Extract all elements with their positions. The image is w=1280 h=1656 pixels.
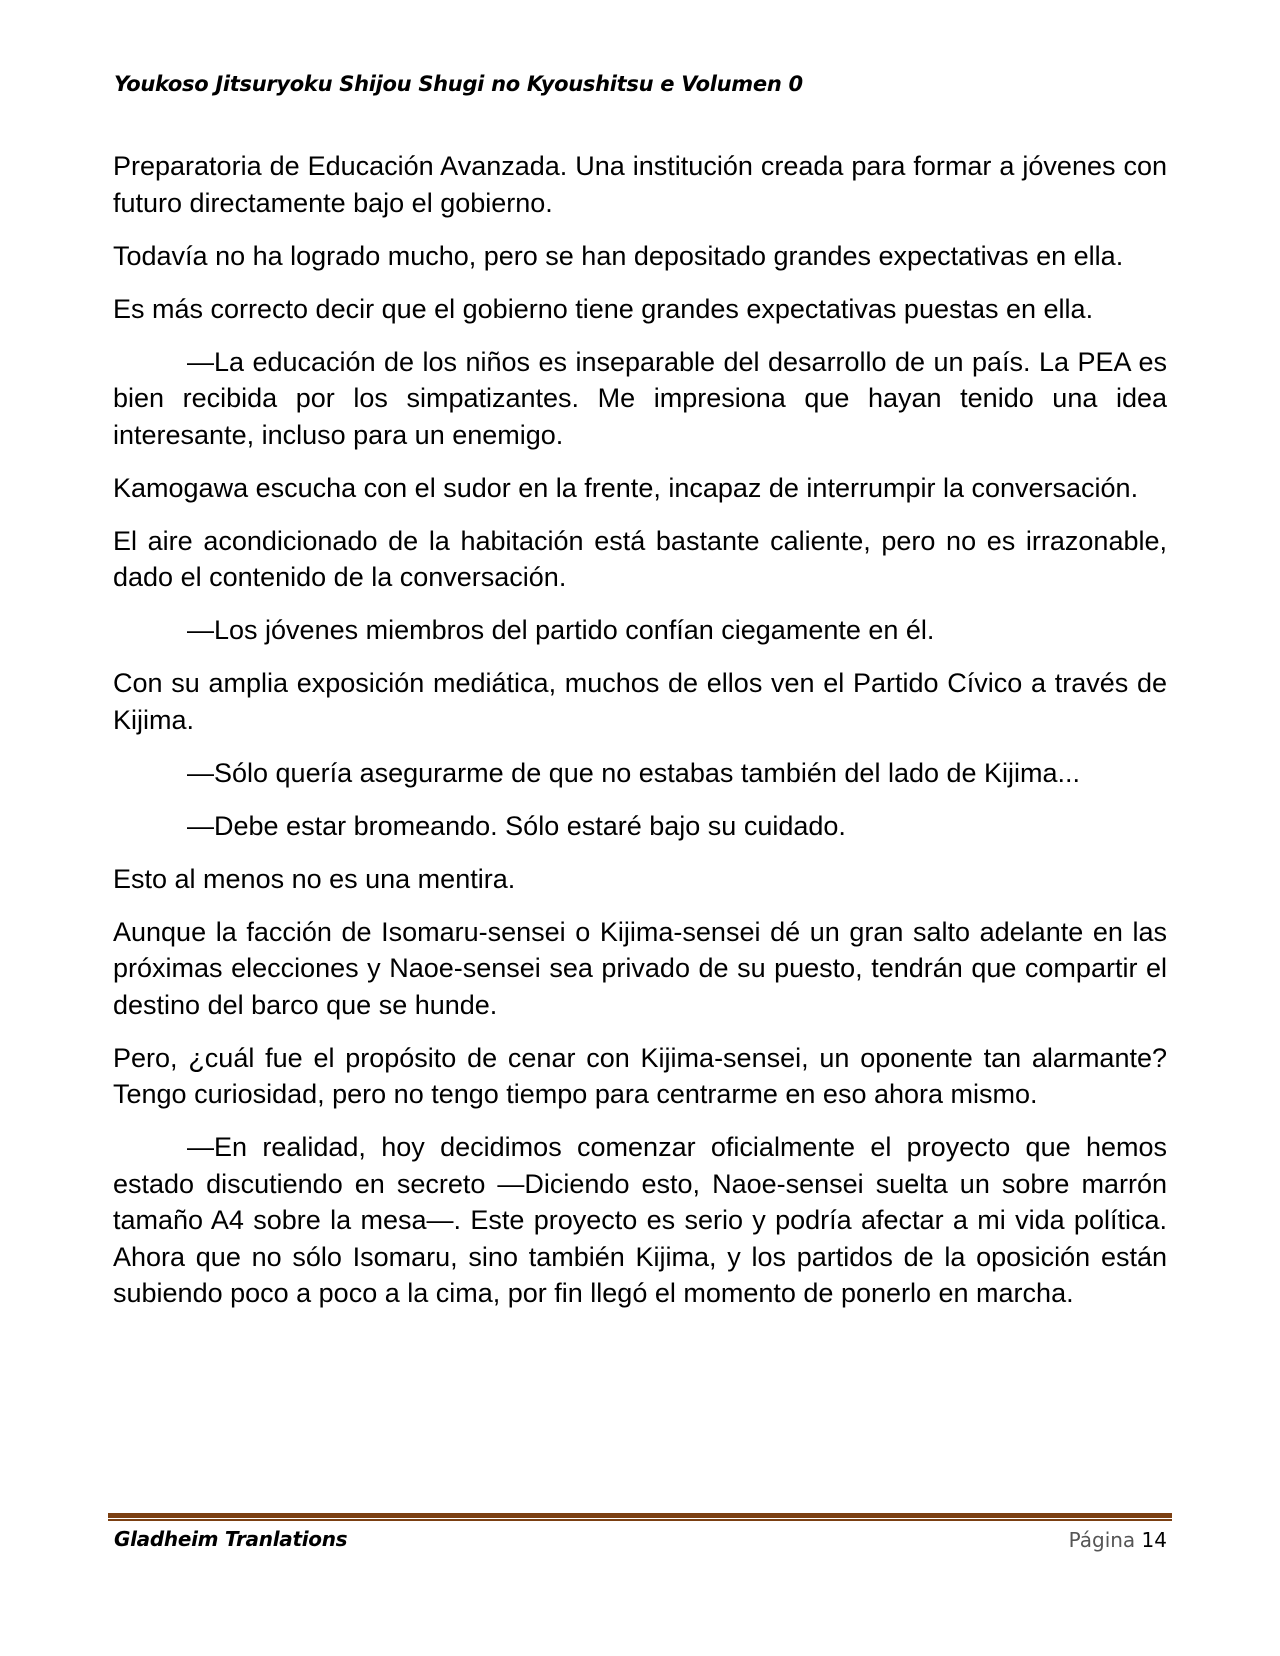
dialog-paragraph: —La educación de los niños es inseparable del desarrollo de un país. La PEA es bien recibida por los simpatizantes. Me impresiona que hayan tenido una idea interesante, incluso para un enemigo. [113,346,1167,450]
paragraph: Es más correcto decir que el gobierno tiene grandes expectativas puestas en ella. [113,293,1094,324]
body-text [113,148,1167,1328]
page-number: 14 [1141,1528,1167,1552]
footer-divider [108,1513,1172,1521]
paragraph: Preparatoria de Educación Avanzada. Una institución creada para formar a jóvenes con futuro directamente bajo el gobierno. [113,151,1167,218]
dialog-paragraph: —Sólo quería asegurarme de que no estabas también del lado de Kijima... [187,757,1081,788]
footer-divider-thick [108,1513,1172,1518]
page-label: Página [1068,1528,1136,1552]
dialog-paragraph: —Debe estar bromeando. Sólo estaré bajo su cuidado. [187,810,846,841]
paragraph: Kamogawa escucha con el sudor en la frente, incapaz de interrumpir la conversación. [113,472,1139,503]
paragraph: El aire acondicionado de la habitación está bastante caliente, pero no es irrazonable, dado el contenido de la conversación. [113,525,1167,592]
page-number-block [1069,1528,1167,1552]
paragraph: Todavía no ha logrado mucho, pero se han depositado grandes expectativas en ella. [113,240,1124,271]
dialog-paragraph: —En realidad, hoy decidimos comenzar oficialmente el proyecto que hemos estado discutiendo en secreto —Diciendo esto, Naoe-sensei suelta un sobre marrón tamaño A4 sobre la mesa—. Este proyecto es serio y podría afectar a mi vida política. Ahora que no sólo Isomaru, sino también Kijima, y los partidos de la oposición están subiendo poco a poco a la cima, por fin llegó el momento de ponerlo en marcha. [113,1132,1167,1308]
paragraph: Aunque la facción de Isomaru-sensei o Kijima-sensei dé un gran salto adelante en las próximas elecciones y Naoe-sensei sea privado de su puesto, tendrán que compartir el destino del barco que se hunde. [113,916,1167,1020]
paragraph: Pero, ¿cuál fue el propósito de cenar con Kijima-sensei, un oponente tan alarmante? Tengo curiosidad, pero no tengo tiempo para centrarme en eso ahora mismo. [113,1042,1167,1109]
paragraph: Con su amplia exposición mediática, muchos de ellos ven el Partido Cívico a través de Kijima. [113,668,1167,735]
footer-divider-thin [108,1519,1172,1521]
paragraph: Esto al menos no es una mentira. [113,863,516,894]
dialog-paragraph: —Los jóvenes miembros del partido confían ciegamente en él. [187,615,935,645]
footer-credit: Gladheim Tranlations [114,1527,348,1551]
running-header: Youkoso Jitsuryoku Shijou Shugi no Kyoushitsu e Volumen 0 [114,72,803,96]
